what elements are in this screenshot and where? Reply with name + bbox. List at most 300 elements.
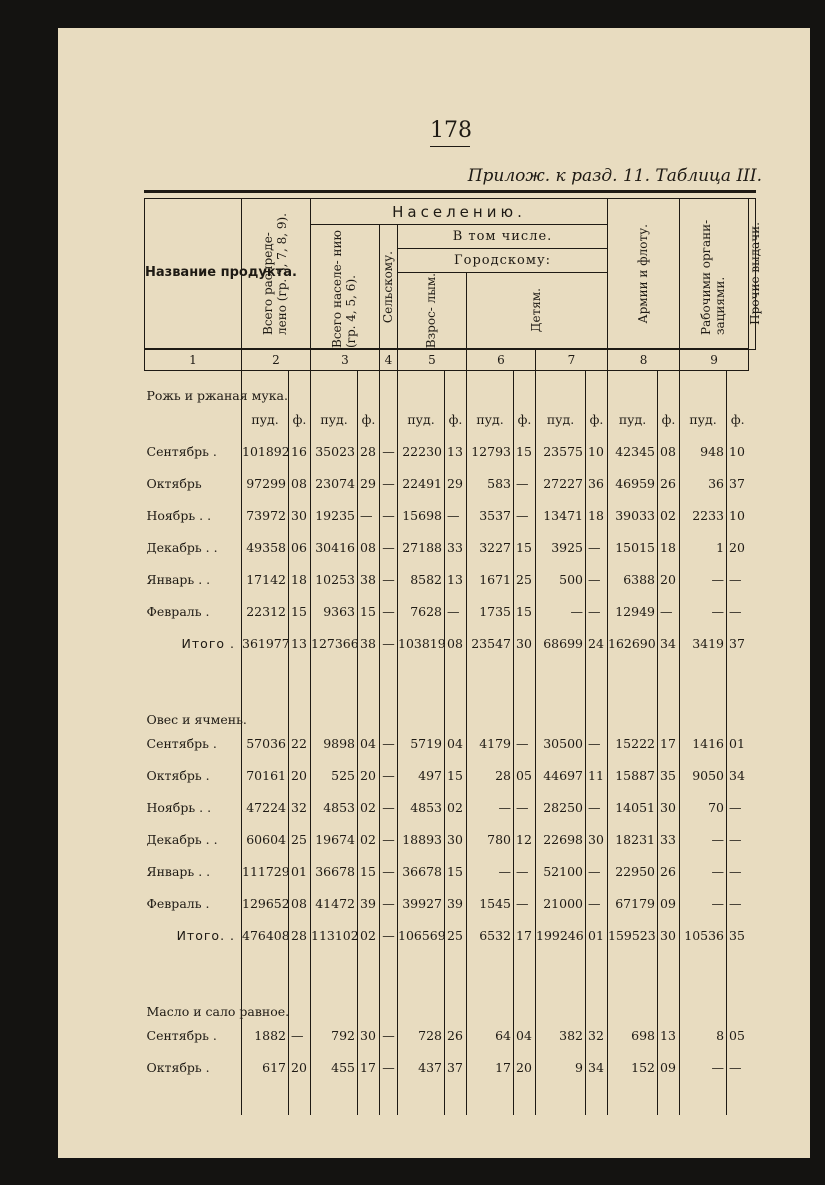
fraction-cell: 04	[358, 727, 380, 759]
total-label: Итого .	[181, 635, 235, 651]
value-cell: —	[680, 823, 727, 855]
value-cell: 9050	[680, 759, 727, 791]
fraction-cell: 32	[586, 1019, 608, 1051]
header-urban: Городскому:	[398, 249, 608, 273]
value-cell: —	[467, 855, 514, 887]
column-number: 7	[536, 349, 608, 371]
month-label: Январь . .	[146, 863, 211, 879]
value-cell: 497	[398, 759, 445, 791]
units-row	[145, 403, 756, 435]
value-cell: 103819	[398, 627, 445, 659]
value-cell: 159523	[608, 919, 658, 951]
empty-cell	[445, 951, 467, 1019]
value-cell: 8582	[398, 563, 445, 595]
total-row	[145, 919, 756, 951]
fraction-cell: —	[727, 855, 749, 887]
fraction-cell: 01	[586, 919, 608, 951]
column-number: 3	[311, 349, 380, 371]
unit-label: ф.	[658, 403, 680, 435]
value-cell: 47224	[242, 791, 289, 823]
fraction-cell: 22	[289, 727, 311, 759]
value-cell: —	[536, 595, 586, 627]
month-label: Декабрь . .	[146, 539, 218, 555]
empty-cell	[586, 371, 608, 404]
empty-cell	[445, 659, 467, 727]
month-label: Октябрь .	[146, 1059, 210, 1075]
fraction-cell: 30	[358, 1019, 380, 1051]
value-cell: 22950	[608, 855, 658, 887]
fraction-cell: 20	[289, 1051, 311, 1083]
fraction-cell: 17	[358, 1051, 380, 1083]
value-cell: 2233	[680, 499, 727, 531]
header-army-fleet: Армии и флоту.	[608, 199, 680, 350]
fraction-cell: 37	[727, 467, 749, 499]
value-cell: 525	[311, 759, 358, 791]
fraction-cell: 28	[289, 919, 311, 951]
value-cell: 22312	[242, 595, 289, 627]
fraction-cell: 15	[289, 595, 311, 627]
value-cell: 36	[680, 467, 727, 499]
value-cell: 113102	[311, 919, 358, 951]
fraction-cell: 35	[658, 759, 680, 791]
value-cell: 64	[467, 1019, 514, 1051]
fraction-cell: 30	[658, 791, 680, 823]
table-body	[145, 371, 756, 1116]
value-cell: 15222	[608, 727, 658, 759]
unit-label: ф.	[289, 403, 311, 435]
empty-cell	[727, 1083, 749, 1115]
value-cell: 3227	[467, 531, 514, 563]
empty-cell	[445, 371, 467, 404]
value-cell: 35023	[311, 435, 358, 467]
value-cell: —	[380, 595, 398, 627]
empty-cell	[514, 951, 536, 1019]
value-cell: 18231	[608, 823, 658, 855]
empty-cell	[608, 1083, 658, 1115]
table-row	[145, 531, 756, 563]
empty-cell	[536, 951, 586, 1019]
value-cell: 70	[680, 791, 727, 823]
value-cell: 728	[398, 1019, 445, 1051]
group-header-row	[145, 659, 756, 727]
value-cell: 36678	[398, 855, 445, 887]
unit-label: пуд.	[242, 403, 289, 435]
fraction-cell: —	[586, 563, 608, 595]
value-cell: 22491	[398, 467, 445, 499]
unit-label: ф.	[727, 403, 749, 435]
value-cell: 162690	[608, 627, 658, 659]
value-cell: —	[380, 499, 398, 531]
value-cell: —	[380, 855, 398, 887]
value-cell: 1671	[467, 563, 514, 595]
fraction-cell: 33	[658, 823, 680, 855]
empty-cell	[586, 659, 608, 727]
empty-cell	[380, 371, 398, 404]
fraction-cell: —	[289, 1019, 311, 1051]
fraction-cell: 39	[445, 887, 467, 919]
value-cell: 15015	[608, 531, 658, 563]
empty-cell	[242, 1083, 289, 1115]
empty-cell	[536, 371, 586, 404]
month-label: Февраль .	[146, 895, 210, 911]
value-cell: 27188	[398, 531, 445, 563]
fraction-cell: 13	[445, 435, 467, 467]
unit-label: пуд.	[680, 403, 727, 435]
table-row	[145, 563, 756, 595]
table-row	[145, 823, 756, 855]
value-cell: 23074	[311, 467, 358, 499]
header-workers-orgs: Рабочими органи- зациями.	[680, 199, 749, 350]
value-cell: 5719	[398, 727, 445, 759]
value-cell: 698	[608, 1019, 658, 1051]
column-number: 2	[242, 349, 311, 371]
value-cell: 4179	[467, 727, 514, 759]
fraction-cell: 32	[289, 791, 311, 823]
month-label: Январь . .	[146, 571, 211, 587]
fraction-cell: 05	[727, 1019, 749, 1051]
empty-cell	[398, 951, 445, 1019]
table-header	[145, 199, 763, 371]
value-cell: 49358	[242, 531, 289, 563]
empty-cell	[289, 371, 311, 404]
table-caption: Прилож. к разд. 11. Таблица III.	[467, 166, 762, 186]
fraction-cell: 30	[586, 823, 608, 855]
fraction-cell: 02	[658, 499, 680, 531]
month-label: Сентябрь .	[146, 1027, 217, 1043]
fraction-cell: —	[727, 595, 749, 627]
value-cell: 152	[608, 1051, 658, 1083]
product-group-name: Овес и ячмень.	[146, 712, 247, 728]
fraction-cell: 20	[358, 759, 380, 791]
fraction-cell: 02	[445, 791, 467, 823]
value-cell: 19674	[311, 823, 358, 855]
fraction-cell: 30	[658, 919, 680, 951]
empty-cell	[727, 951, 749, 1019]
fraction-cell: 15	[445, 855, 467, 887]
empty-cell	[536, 1083, 586, 1115]
empty-cell	[514, 371, 536, 404]
empty-cell	[358, 951, 380, 1019]
empty-cell	[311, 951, 358, 1019]
fraction-cell: —	[586, 595, 608, 627]
column-number: 6	[467, 349, 536, 371]
value-cell: 14051	[608, 791, 658, 823]
value-cell: —	[380, 887, 398, 919]
empty-cell	[680, 951, 727, 1019]
value-cell: —	[680, 1051, 727, 1083]
month-label: Октябрь .	[146, 767, 210, 783]
month-label: Ноябрь . .	[146, 799, 212, 815]
value-cell: 17	[467, 1051, 514, 1083]
fraction-cell: —	[586, 727, 608, 759]
fraction-cell: 37	[445, 1051, 467, 1083]
product-group-name: Масло и сало равное.	[146, 1004, 290, 1020]
empty-cell	[289, 1083, 311, 1115]
value-cell: 129652	[242, 887, 289, 919]
fraction-cell: 08	[289, 467, 311, 499]
empty-cell	[380, 1083, 398, 1115]
fraction-cell: 01	[289, 855, 311, 887]
fraction-cell: —	[514, 727, 536, 759]
month-label: Февраль .	[146, 603, 210, 619]
table-row	[145, 1051, 756, 1083]
value-cell: 60604	[242, 823, 289, 855]
table-row	[145, 1019, 756, 1051]
distribution-table	[144, 198, 763, 1115]
month-label: Декабрь . .	[146, 831, 218, 847]
fraction-cell: 30	[514, 627, 536, 659]
fraction-cell: 10	[586, 435, 608, 467]
empty-cell	[358, 371, 380, 404]
value-cell: 44697	[536, 759, 586, 791]
value-cell: 19235	[311, 499, 358, 531]
fraction-cell: 26	[658, 467, 680, 499]
value-cell: 476408	[242, 919, 289, 951]
value-cell: 361977	[242, 627, 289, 659]
product-group-name: Рожь и ржаная мука.	[146, 388, 288, 404]
value-cell: 8	[680, 1019, 727, 1051]
fraction-cell: 28	[358, 435, 380, 467]
fraction-cell: —	[586, 855, 608, 887]
fraction-cell: 11	[586, 759, 608, 791]
fraction-cell: 09	[658, 887, 680, 919]
fraction-cell: 30	[445, 823, 467, 855]
fraction-cell: 02	[358, 791, 380, 823]
value-cell: 73972	[242, 499, 289, 531]
empty-cell	[311, 659, 358, 727]
value-cell: 41472	[311, 887, 358, 919]
fraction-cell: 12	[514, 823, 536, 855]
fraction-cell: 13	[289, 627, 311, 659]
fraction-cell: 06	[289, 531, 311, 563]
value-cell: 18893	[398, 823, 445, 855]
fraction-cell: 10	[727, 499, 749, 531]
column-number: 4	[380, 349, 398, 371]
empty-cell	[727, 659, 749, 727]
value-cell: —	[680, 887, 727, 919]
fraction-cell: —	[586, 887, 608, 919]
table-row	[145, 791, 756, 823]
fraction-cell: —	[586, 531, 608, 563]
total-label: Итого. .	[176, 927, 235, 943]
fraction-cell: 18	[289, 563, 311, 595]
table-row	[145, 499, 756, 531]
fraction-cell: 30	[289, 499, 311, 531]
fraction-cell: 33	[445, 531, 467, 563]
value-cell: 1735	[467, 595, 514, 627]
fraction-cell: 08	[445, 627, 467, 659]
value-cell: 67179	[608, 887, 658, 919]
fraction-cell: —	[727, 823, 749, 855]
column-number-row	[145, 349, 756, 371]
empty-cell	[145, 1083, 242, 1115]
fraction-cell: —	[727, 1051, 749, 1083]
empty-cell	[358, 659, 380, 727]
value-cell: 4853	[398, 791, 445, 823]
value-cell: 111729	[242, 855, 289, 887]
value-cell: —	[380, 919, 398, 951]
value-cell: —	[380, 435, 398, 467]
empty-cell	[727, 371, 749, 404]
fraction-cell: —	[445, 595, 467, 627]
value-cell: 97299	[242, 467, 289, 499]
value-cell: 36678	[311, 855, 358, 887]
fraction-cell: 15	[445, 759, 467, 791]
month-label: Ноябрь . .	[146, 507, 212, 523]
table-top-rule	[144, 190, 756, 193]
fraction-cell: —	[514, 499, 536, 531]
empty-cell	[608, 659, 658, 727]
value-cell: 28	[467, 759, 514, 791]
value-cell: —	[380, 627, 398, 659]
unit-label: пуд.	[536, 403, 586, 435]
value-cell: 15698	[398, 499, 445, 531]
value-cell: 68699	[536, 627, 586, 659]
value-cell: 4853	[311, 791, 358, 823]
unit-label: ф.	[586, 403, 608, 435]
fraction-cell: 37	[727, 627, 749, 659]
empty-cell	[311, 1083, 358, 1115]
fraction-cell: 24	[586, 627, 608, 659]
empty-cell	[658, 371, 680, 404]
fraction-cell: 36	[586, 467, 608, 499]
fraction-cell: —	[514, 791, 536, 823]
fraction-cell: 25	[514, 563, 536, 595]
fraction-cell: —	[445, 499, 467, 531]
fraction-cell: —	[727, 887, 749, 919]
fraction-cell: 29	[358, 467, 380, 499]
fraction-cell: 17	[658, 727, 680, 759]
column-number: 1	[145, 349, 242, 371]
value-cell: 3419	[680, 627, 727, 659]
value-cell: 500	[536, 563, 586, 595]
total-row	[145, 627, 756, 659]
page-number: 178	[430, 118, 472, 143]
value-cell: 22230	[398, 435, 445, 467]
value-cell: 12949	[608, 595, 658, 627]
value-cell: 199246	[536, 919, 586, 951]
fraction-cell: —	[514, 467, 536, 499]
value-cell: 7628	[398, 595, 445, 627]
value-cell: 46959	[608, 467, 658, 499]
group-header-row	[145, 951, 756, 1019]
value-cell: 780	[467, 823, 514, 855]
value-cell: —	[467, 791, 514, 823]
value-cell: 106569	[398, 919, 445, 951]
empty-cell	[242, 659, 289, 727]
unit-label: пуд.	[467, 403, 514, 435]
value-cell: 1882	[242, 1019, 289, 1051]
fraction-cell: 38	[358, 563, 380, 595]
fraction-cell: 15	[358, 595, 380, 627]
fraction-cell: 20	[289, 759, 311, 791]
fraction-cell: 35	[727, 919, 749, 951]
value-cell: 6388	[608, 563, 658, 595]
value-cell: 30500	[536, 727, 586, 759]
value-cell: 15887	[608, 759, 658, 791]
unit-label: пуд.	[398, 403, 445, 435]
empty-cell	[608, 951, 658, 1019]
fraction-cell: 15	[514, 531, 536, 563]
header-total-distributed: Всего распреде- лено (гр. 3, 7, 8, 9).	[242, 199, 311, 350]
fraction-cell: 15	[514, 595, 536, 627]
empty-cell	[289, 659, 311, 727]
fraction-cell: 01	[727, 727, 749, 759]
value-cell: —	[380, 791, 398, 823]
table-row	[145, 727, 756, 759]
empty-cell	[358, 1083, 380, 1115]
fraction-cell: 04	[445, 727, 467, 759]
value-cell: 57036	[242, 727, 289, 759]
fraction-cell: 17	[514, 919, 536, 951]
value-cell: 3537	[467, 499, 514, 531]
value-cell: 437	[398, 1051, 445, 1083]
empty-cell	[608, 371, 658, 404]
table-row	[145, 435, 756, 467]
empty-cell	[514, 659, 536, 727]
value-cell: 70161	[242, 759, 289, 791]
fraction-cell: 34	[658, 627, 680, 659]
fraction-cell: —	[727, 791, 749, 823]
empty-cell	[467, 1083, 514, 1115]
table-row	[145, 595, 756, 627]
value-cell: 30416	[311, 531, 358, 563]
value-cell: 127366	[311, 627, 358, 659]
page-number-rule	[430, 146, 470, 147]
fraction-cell: —	[727, 563, 749, 595]
value-cell: 23575	[536, 435, 586, 467]
empty-cell	[398, 371, 445, 404]
header-product-name: Название продукта.	[145, 199, 242, 350]
value-cell: 617	[242, 1051, 289, 1083]
fraction-cell: 08	[358, 531, 380, 563]
fraction-cell: 10	[727, 435, 749, 467]
empty-cell	[145, 403, 242, 435]
table-row	[145, 467, 756, 499]
header-adults: Взрос- лым.	[398, 273, 467, 350]
value-cell: —	[380, 531, 398, 563]
fraction-cell: 34	[727, 759, 749, 791]
empty-cell	[380, 403, 398, 435]
empty-cell	[467, 371, 514, 404]
value-cell: 10253	[311, 563, 358, 595]
group-header-row	[145, 371, 756, 404]
unit-label: пуд.	[608, 403, 658, 435]
empty-cell	[445, 1083, 467, 1115]
value-cell: 101892	[242, 435, 289, 467]
month-label: Сентябрь .	[146, 735, 217, 751]
header-children: Детям.	[467, 273, 608, 350]
fraction-cell: 13	[445, 563, 467, 595]
fraction-cell: 15	[358, 855, 380, 887]
value-cell: 10536	[680, 919, 727, 951]
value-cell: 792	[311, 1019, 358, 1051]
fraction-cell: 26	[445, 1019, 467, 1051]
value-cell: 17142	[242, 563, 289, 595]
fraction-cell: 20	[658, 563, 680, 595]
header-other: Прочие выдачи.	[749, 199, 756, 350]
fraction-cell: 09	[658, 1051, 680, 1083]
empty-cell	[658, 951, 680, 1019]
empty-cell	[380, 659, 398, 727]
empty-cell	[311, 371, 358, 404]
fraction-cell: 18	[586, 499, 608, 531]
value-cell: 948	[680, 435, 727, 467]
value-cell: 39927	[398, 887, 445, 919]
fraction-cell: —	[586, 791, 608, 823]
value-cell: —	[680, 595, 727, 627]
table-end-row	[145, 1083, 756, 1115]
